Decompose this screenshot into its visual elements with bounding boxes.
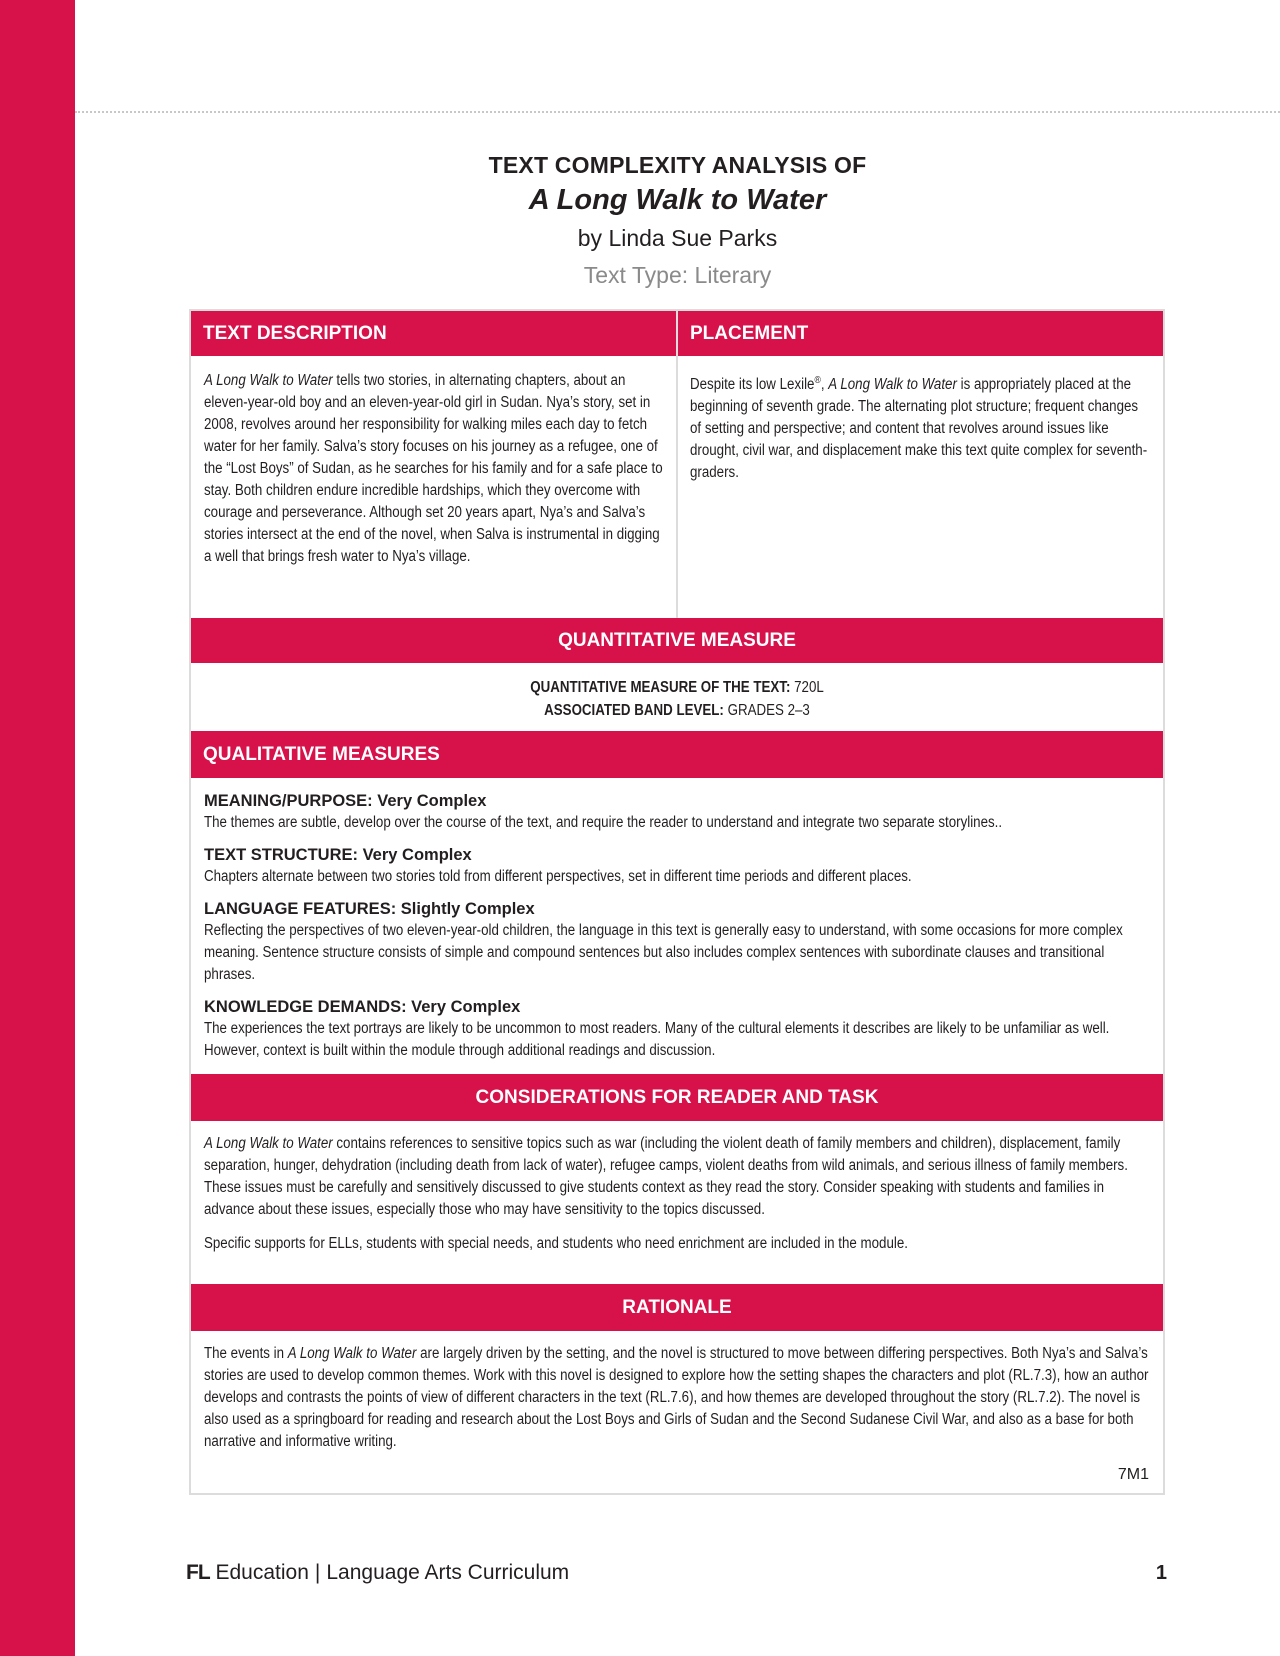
qualitative-text: The themes are subtle, develop over the course of the text, and require the reader to understand and integrate two separate storylines..	[204, 814, 1003, 831]
brand-name: Education	[209, 1561, 309, 1584]
footer-separator: |	[314, 1561, 321, 1584]
rationale-content: are largely driven by the setting, and the novel is structured to move between differing perspectives. Both Nya’s and Salva’s stories are used to develop common themes. Work with this novel is designed to explore how the setting shapes the characters and plot (RL.7.3), how an author develops and contrasts the points of view of different characters in the text (RL.7.6), and how themes are developed throughout the story (RL.7.2). The novel is also used as a springboard for reading and research about the Lost Boys and Girls of Sudan and the Second Sudanese Civil War, and also as a base for both narrative and informative writing.	[204, 1345, 1149, 1450]
page-number: 1	[1155, 1562, 1167, 1584]
placement-content-pre: Despite its low Lexile	[690, 376, 815, 394]
rationale-pre: The events in	[204, 1345, 288, 1362]
book-title: A Long Walk to Water	[528, 184, 827, 216]
considerations-para-2: Specific supports for ELLs, students with special needs, and students who need enrichment are included in the module.	[204, 1235, 908, 1252]
qualitative-text: Chapters alternate between two stories told from different perspectives, set in different time periods and different places.	[204, 868, 912, 885]
analysis-table	[189, 309, 1165, 1495]
qualitative-item	[204, 790, 1154, 834]
qualitative-heading: MEANING/PURPOSE: Very Complex	[204, 792, 487, 810]
qualitative-heading: LANGUAGE FEATURES: Slightly Complex	[204, 900, 535, 918]
qualitative-heading: KNOWLEDGE DEMANDS: Very Complex	[204, 998, 521, 1016]
placement-header: PLACEMENT	[678, 311, 1163, 356]
qualitative-header: QUALITATIVE MEASURES	[191, 731, 1163, 778]
text-description-header: TEXT DESCRIPTION	[191, 311, 676, 356]
placement-content-post: is appropriately placed at the beginning of seventh grade. The alternating plot structure; frequent changes of setting and perspective; and content that revolves around issues like drought, civil war, and displacement make this text quite complex for seventh-graders.	[690, 376, 1148, 482]
curriculum-name: Language Arts Curriculum	[326, 1561, 570, 1584]
text-type: Text Type: Literary	[583, 262, 772, 288]
qualitative-item	[204, 898, 1154, 986]
title-block	[75, 150, 1280, 294]
book-title-inline: A Long Walk to Water	[287, 1345, 417, 1362]
quantitative-body	[191, 676, 1163, 722]
qualitative-heading: TEXT STRUCTURE: Very Complex	[204, 846, 472, 864]
column-divider	[676, 311, 678, 618]
band-value: GRADES 2–3	[723, 702, 810, 719]
book-title-inline: A Long Walk to Water	[204, 1135, 333, 1152]
qualitative-item	[204, 844, 1154, 888]
footer-brand	[186, 1560, 569, 1586]
qualitative-body	[204, 790, 1154, 1072]
qualitative-item	[204, 996, 1154, 1062]
author-line: by Linda Sue Parks	[577, 225, 778, 251]
quantitative-header: QUANTITATIVE MEASURE	[191, 618, 1163, 663]
placement-body	[690, 370, 1150, 484]
top-dotted-rule	[75, 111, 1280, 113]
rationale-header: RATIONALE	[191, 1284, 1163, 1331]
considerations-body	[204, 1133, 1154, 1255]
placement-separator: ,	[820, 376, 829, 394]
book-title-inline: A Long Walk to Water	[204, 372, 333, 389]
registered-mark: ®	[814, 375, 821, 386]
text-description-content: tells two stories, in alternating chapters, about an eleven-year-old boy and an eleven-year-old girl in Sudan. Nya’s story, set in 2008, revolves around her responsibility for walking miles each day to fetch water for her family. Salva’s story focuses on his journey as a refugee, one of the “Lost Boys” of Sudan, as he searches for his family and for a safe place to stay. Both children endure incredible hardships, which they overcome with courage and perseverance. Although set 20 years apart, Nya’s and Salva’s stories intersect at the end of the novel, when Salva is instrumental in digging a well that brings fresh water to Nya’s village.	[204, 372, 663, 565]
measure-label: QUANTITATIVE MEASURE OF THE TEXT:	[530, 679, 791, 696]
rationale-body	[204, 1343, 1154, 1453]
band-label: ASSOCIATED BAND LEVEL:	[544, 702, 724, 719]
brand-logo: FL	[186, 1561, 210, 1584]
considerations-header: CONSIDERATIONS FOR READER AND TASK	[191, 1074, 1163, 1121]
considerations-para-1: contains references to sensitive topics such as war (including the violent death of family members and children), displacement, family separation, hunger, dehydration (including death from lack of water), refugee camps, violent deaths from wild animals, and serious illness of family members. These issues must be carefully and sensitively discussed to give students context as they read the story. Consider speaking with students and families in advance about these issues, especially those who may have sensitivity to the topics discussed.	[204, 1135, 1128, 1218]
qualitative-text: Reflecting the perspectives of two eleven-year-old children, the language in this text is generally easy to understand, with some occasions for more complex meaning. Sentence structure consists of simple and compound sentences but also includes complex sentences with subordinate clauses and transitional phrases.	[204, 922, 1123, 983]
measure-value: 720L	[790, 679, 824, 696]
left-accent-bar	[0, 0, 75, 1656]
qualitative-text: The experiences the text portrays are likely to be uncommon to most readers. Many of the cultural elements it describes are likely to be unfamiliar as well. However, context is built within the module through additional readings and discussion.	[204, 1020, 1110, 1059]
module-code: 7M1	[1117, 1466, 1149, 1483]
book-title-inline: A Long Walk to Water	[828, 376, 957, 394]
doc-title: TEXT COMPLEXITY ANALYSIS OF	[488, 152, 867, 178]
text-description-body	[204, 370, 669, 568]
